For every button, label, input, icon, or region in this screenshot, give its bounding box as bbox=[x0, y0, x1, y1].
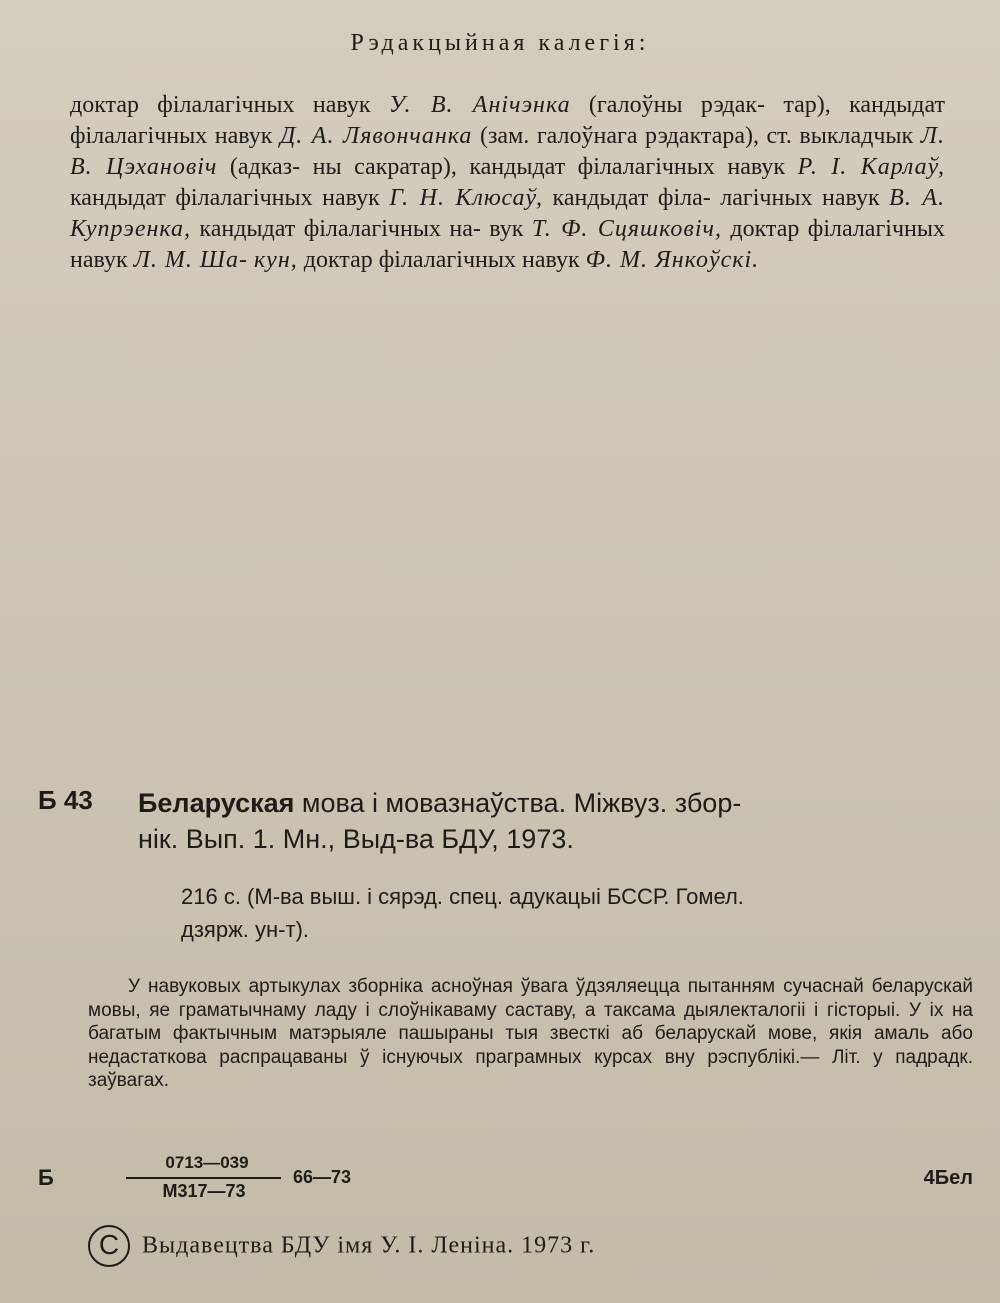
title-keyword: Беларуская bbox=[138, 788, 295, 818]
abstract-paragraph: У навуковых артыкулах зборніка асноўная ўвага ўдзяляецца пытанням сучаснай беларускай мовы, яе граматычнаму ладу і слоўнікаваму саставу, а таксама дыялекталогіі і гісторыі. У іх на багатым фактычным матэрыяле пашыраны тыя звесткі аб беларускай мове, якія амаль або недастаткова распрацаваны ў існуючых праграмных курсах вну рэспублікі.— Літ. у падрадк. заўвагах. bbox=[88, 976, 973, 1091]
copyright-icon: C bbox=[88, 1225, 130, 1267]
book-title-entry bbox=[138, 785, 973, 857]
board-line: лагічных навук В. А. Купрэенка, кандыдат філалагічных на- bbox=[70, 185, 946, 242]
fraction-numerator: 0713—039 bbox=[165, 1153, 249, 1172]
title-rest: мова і мовазнаўства. Міжвуз. збор- bbox=[294, 788, 742, 818]
board-line: кун, доктар філалагічных навук Ф. М. Янкоўскі. bbox=[253, 247, 760, 273]
publication-info: нік. Вып. 1. Мн., Выд-ва БДУ, 1973. bbox=[138, 824, 574, 854]
pages-and-series: 216 с. (М-ва выш. і сярэд. спец. адукацыі БССР. Гомел. дзярж. ун-т). bbox=[181, 884, 744, 942]
class-letter: Б bbox=[38, 1165, 54, 1190]
board-line: вук Т. Ф. Сцяшковіч, доктар філалагічных навук Л. М. Ша- bbox=[70, 216, 946, 273]
copyright-line bbox=[88, 1225, 973, 1267]
board-line: ны сакратар), кандыдат філалагічных навук Р. І. Карлаў, bbox=[312, 154, 946, 180]
classification-row bbox=[38, 1153, 973, 1213]
fraction-divider bbox=[126, 1177, 281, 1179]
board-line: тар), кандыдат філалагічных навук Д. А. Лявончанка (зам. bbox=[70, 92, 945, 149]
board-line: галоўнага рэдактара), ст. выкладчык Л. В. Цэхановіч (адказ- bbox=[70, 123, 946, 180]
editorial-board-title: Рэдакцыйная калегія: bbox=[350, 30, 650, 56]
classification-code: 4Бел bbox=[923, 1167, 973, 1189]
catalog-index: Б 43 bbox=[38, 785, 93, 815]
fraction-suffix: 66—73 bbox=[293, 1167, 352, 1187]
copyright-text: Выдавецтва БДУ імя У. І. Леніна. 1973 г. bbox=[142, 1232, 596, 1259]
editorial-board-text bbox=[70, 90, 945, 276]
board-line: кандыдат філалагічных навук Г. Н. Клюсаў, кандыдат філа- bbox=[70, 185, 711, 211]
fraction-denominator: М317—73 bbox=[162, 1181, 246, 1201]
board-line: доктар філалагічных навук У. В. Анічэнка (галоўны рэдак- bbox=[70, 92, 766, 118]
